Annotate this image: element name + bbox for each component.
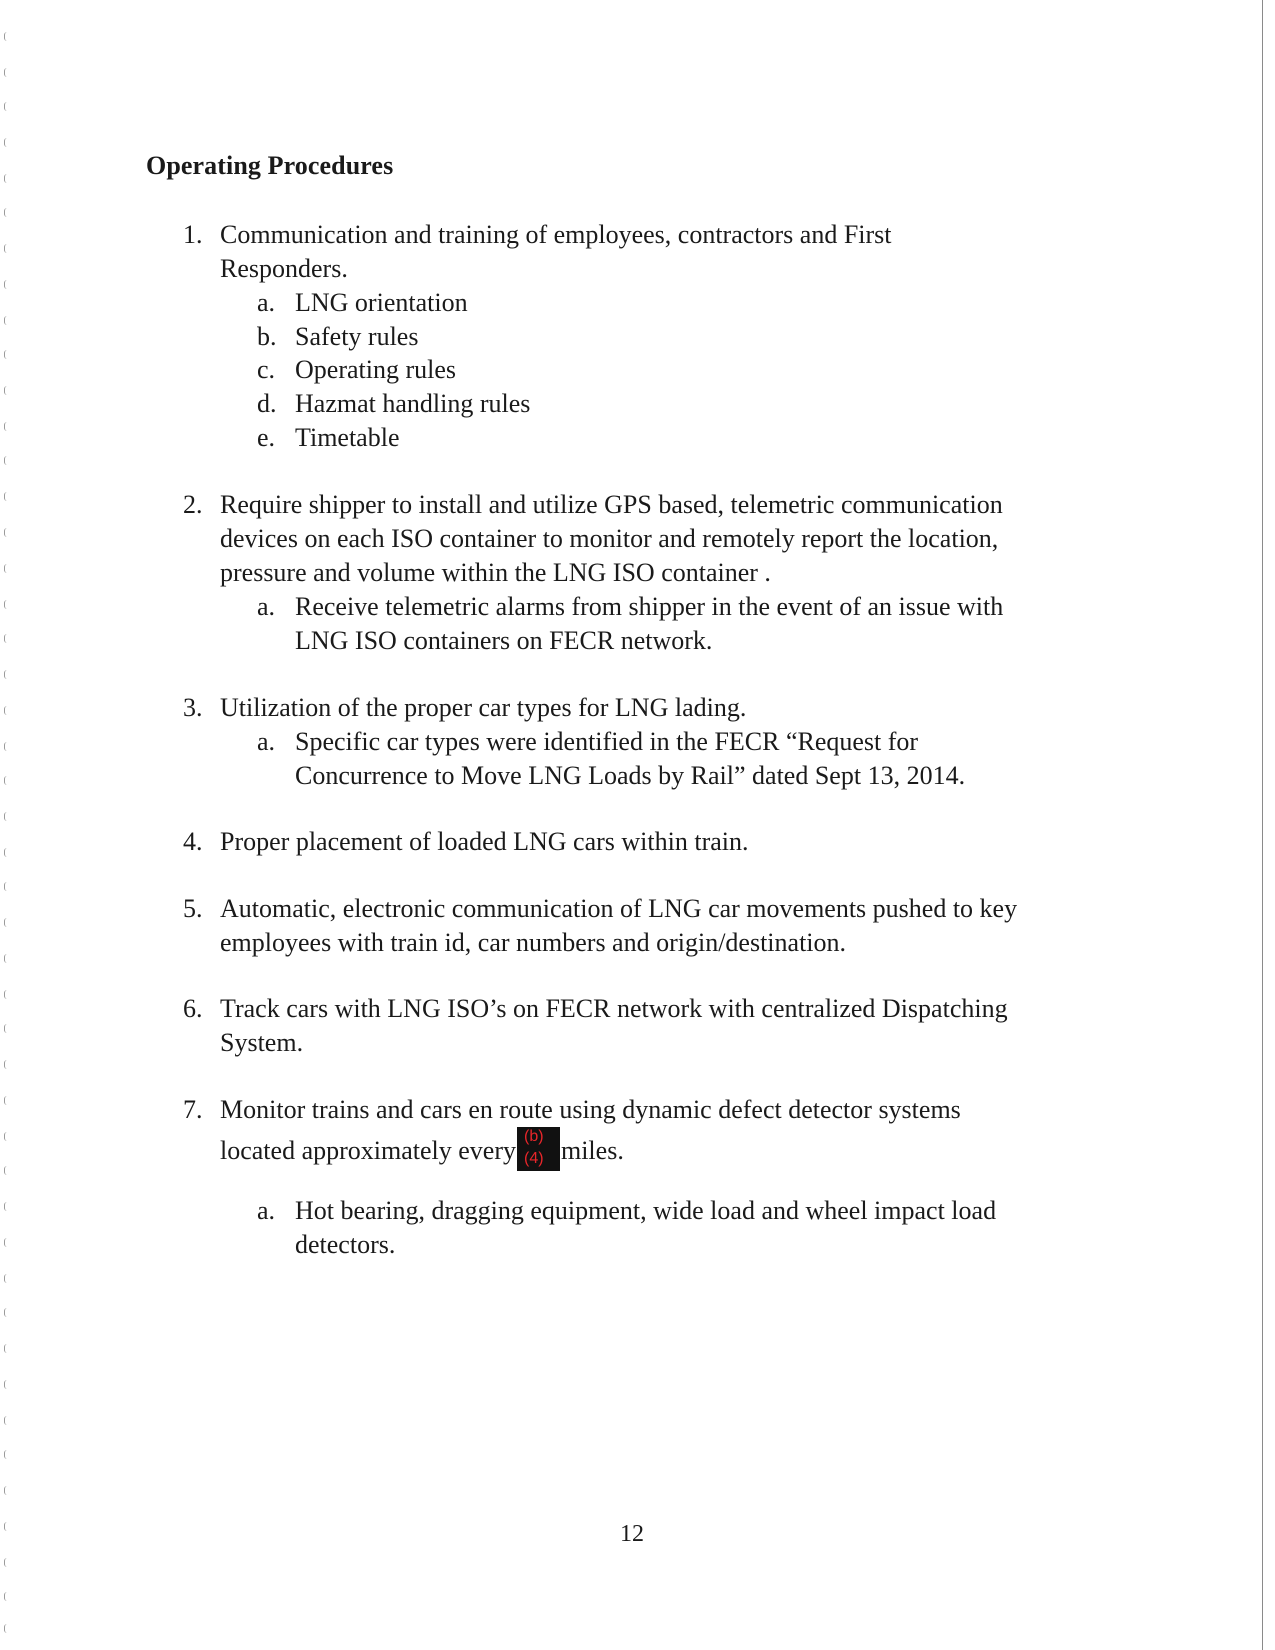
redaction-exemption-code: (b) [523,1128,544,1145]
sublist-item-text: Timetable [295,423,400,452]
list-item-number: 6. [183,994,203,1023]
sublist-item-text: detectors. [295,1230,396,1259]
sublist-item-letter: a. [257,1196,276,1225]
sublist-item-text: Hazmat handling rules [295,389,531,418]
list-item-text: Proper placement of loaded LNG cars within train. [220,827,749,856]
list-item-text: Require shipper to install and utilize GPS based, telemetric communication [220,490,1003,519]
list-item-text: System. [220,1028,304,1057]
sublist-item-text: Specific car types were identified in the FECR “Request for [295,727,919,756]
list-item-text-before-redaction: located approximately every [220,1136,516,1165]
sublist-item-letter: d. [257,389,277,418]
list-item-text: Communication and training of employees, contractors and First [220,220,892,249]
sublist-item-text: LNG orientation [295,288,468,317]
sublist-item-letter: a. [257,288,276,317]
sublist-item-text: Receive telemetric alarms from shipper in the event of an issue with [295,592,1004,621]
list-item-number: 2. [183,490,203,519]
sublist-item-letter: e. [257,423,276,452]
sublist-item-letter: c. [257,355,276,384]
sublist-item-text: Concurrence to Move LNG Loads by Rail” dated Sept 13, 2014. [295,761,966,790]
list-item-text: devices on each ISO container to monitor and remotely report the location, [220,524,999,553]
sublist-item-letter: b. [257,322,277,351]
redaction-box [517,1127,560,1171]
scan-right-edge [1262,0,1263,1650]
list-item-text [220,1127,624,1171]
page-number: 12 [620,1521,644,1547]
sublist-item-letter: a. [257,727,276,756]
list-item-text: Utilization of the proper car types for LNG lading. [220,693,747,722]
list-item-number: 5. [183,894,203,923]
list-item-text: Automatic, electronic communication of LNG car movements pushed to key [220,894,1018,923]
section-heading: Operating Procedures [146,151,394,180]
list-item-text-after-redaction: miles. [560,1136,624,1165]
list-item-text: Responders. [220,254,348,283]
sublist-item-text: LNG ISO containers on FECR network. [295,626,713,655]
list-item-text: pressure and volume within the LNG ISO container . [220,558,771,587]
sublist-item-letter: a. [257,592,276,621]
list-item-number: 3. [183,693,203,722]
list-item-text: employees with train id, car numbers and origin/destination. [220,928,847,957]
list-item-text: Monitor trains and cars en route using dynamic defect detector systems [220,1095,961,1124]
sublist-item-text: Hot bearing, dragging equipment, wide load and wheel impact load [295,1196,997,1225]
list-item-number: 4. [183,827,203,856]
sublist-item-text: Safety rules [295,322,419,351]
redaction-exemption-code: (4) [523,1150,544,1167]
list-item-number: 7. [183,1095,203,1124]
sublist-item-text: Operating rules [295,355,457,384]
scan-binding-marks [4,20,16,1640]
list-item-text: Track cars with LNG ISO’s on FECR network with centralized Dispatching [220,994,1008,1023]
list-item-number: 1. [183,220,203,249]
